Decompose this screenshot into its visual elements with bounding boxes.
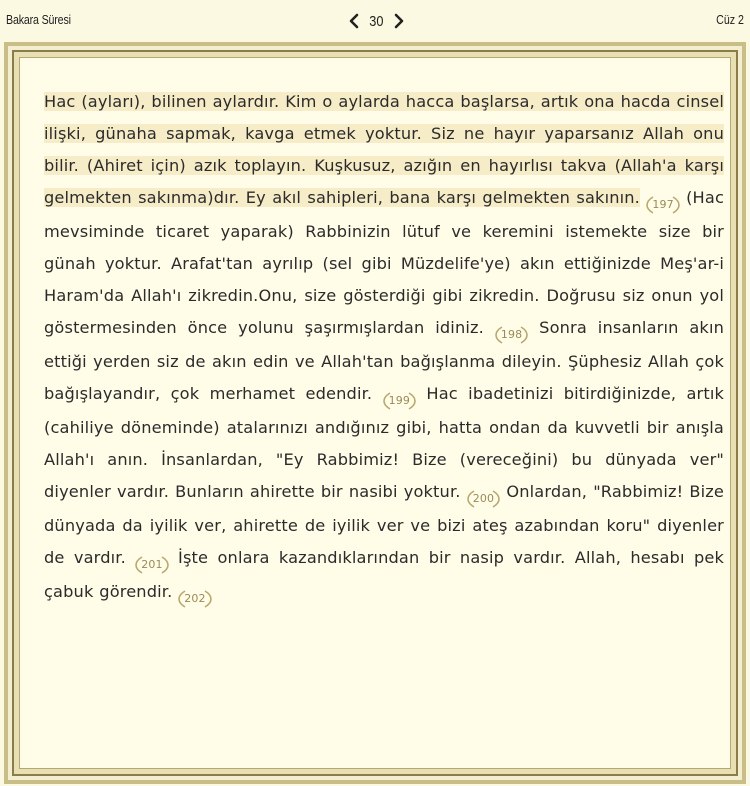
ornament-bracket-icon (467, 490, 475, 508)
verse-text-201[interactable]: Onlardan, "Rabbimiz! Bize dünyada da iyilik ver, ahirette de iyilik ver ve bizi ateş azabından koru" diyenler de vardır. (44, 482, 725, 567)
ornament-bracket-icon (135, 556, 143, 574)
chevron-right-icon (393, 13, 405, 29)
verse-text-198[interactable]: (Hac mevsiminde ticaret yaparak) Rabbinizin lütuf ve keremini istemekte size bir günah yoktur. Arafat'tan ayrılıp (sel gibi Müzdelife'ye) akın ettiğinizde Meş'ar-i Haram'da Allah'ı zikredin.Onu, size gösterdiği gibi zikredin. Doğrusu siz onun yol göstermesinden önce yolunu şaşırmışlardan idiniz. (44, 188, 725, 337)
ornament-bracket-icon (520, 326, 528, 344)
page-navigator (344, 8, 409, 34)
verse-text-block (44, 86, 724, 610)
ornament-bracket-icon (383, 392, 391, 410)
ornament-bracket-icon (646, 196, 654, 214)
ornament-bracket-icon (204, 590, 212, 608)
verse-number: 199 (388, 394, 411, 407)
verse-number-marker[interactable] (383, 390, 416, 412)
ornament-bracket-icon (495, 326, 503, 344)
verse-number-marker[interactable] (178, 588, 211, 610)
juz-label[interactable]: Cüz 2 (716, 12, 744, 27)
verse-text-200[interactable]: Hac ibadetinizi bitirdiğinizde, artık (cahiliye döneminde) atalarınızı andığınız gibi, hatta ondan da kuvvetli bir anışla Allah'ı anın. İnsanlardan, "Ey Rabbimiz! Bize (vereceğini) bu dünyada ver" diyenler vardır. Bunların ahirette bir nasibi yoktur. (44, 384, 725, 501)
verse-text-197[interactable]: Hac (ayları), bilinen aylardır. Kim o aylarda hacca başlarsa, artık ona hacda cinsel ilişki, günaha sapmak, kavga etmek yoktur. Siz ne hayır yaparsanız Allah onu bilir. (Ahiret için) azık toplayın. Kuşkusuz, azığın en hayırlısı takva (Allah'a karşı gelmekten sakınma)dır. Ey akıl sahipleri, bana karşı gelmekten sakının. (44, 92, 724, 207)
ornament-bracket-icon (492, 490, 500, 508)
ornament-bracket-icon (672, 196, 680, 214)
ornament-bracket-icon (178, 590, 186, 608)
prev-page-button[interactable] (344, 9, 364, 33)
page-frame (4, 42, 746, 784)
page-content (19, 57, 731, 769)
verse-text-199[interactable]: Sonra insanların akın ettiği yerden siz de akın edin ve Allah'tan bağışlanma dileyin. Şüphesiz Allah çok bağışlayandır, çok merhamet edendir. (44, 318, 725, 403)
verse-number-marker[interactable] (135, 554, 168, 576)
verse-number: 201 (141, 558, 163, 571)
chevron-left-icon (348, 13, 360, 29)
surah-name[interactable]: Bakara Süresi (6, 12, 71, 27)
verse-number: 200 (472, 492, 495, 505)
verse-number: 198 (500, 328, 523, 341)
page-number[interactable]: 30 (369, 12, 384, 30)
next-page-button[interactable] (389, 9, 409, 33)
verse-text-202[interactable]: İşte onlara kazandıklarından bir nasip vardır. Allah, hesabı pek çabuk görendir. (44, 548, 725, 601)
verse-number-marker[interactable] (646, 194, 679, 216)
page-frame-inner (12, 50, 738, 776)
verse-number: 197 (652, 198, 674, 211)
ornament-bracket-icon (161, 556, 169, 574)
verse-number-marker[interactable] (467, 488, 500, 510)
verse-number-marker[interactable] (495, 324, 528, 346)
top-bar (0, 0, 750, 42)
verse-number: 202 (184, 592, 206, 605)
ornament-bracket-icon (408, 392, 416, 410)
